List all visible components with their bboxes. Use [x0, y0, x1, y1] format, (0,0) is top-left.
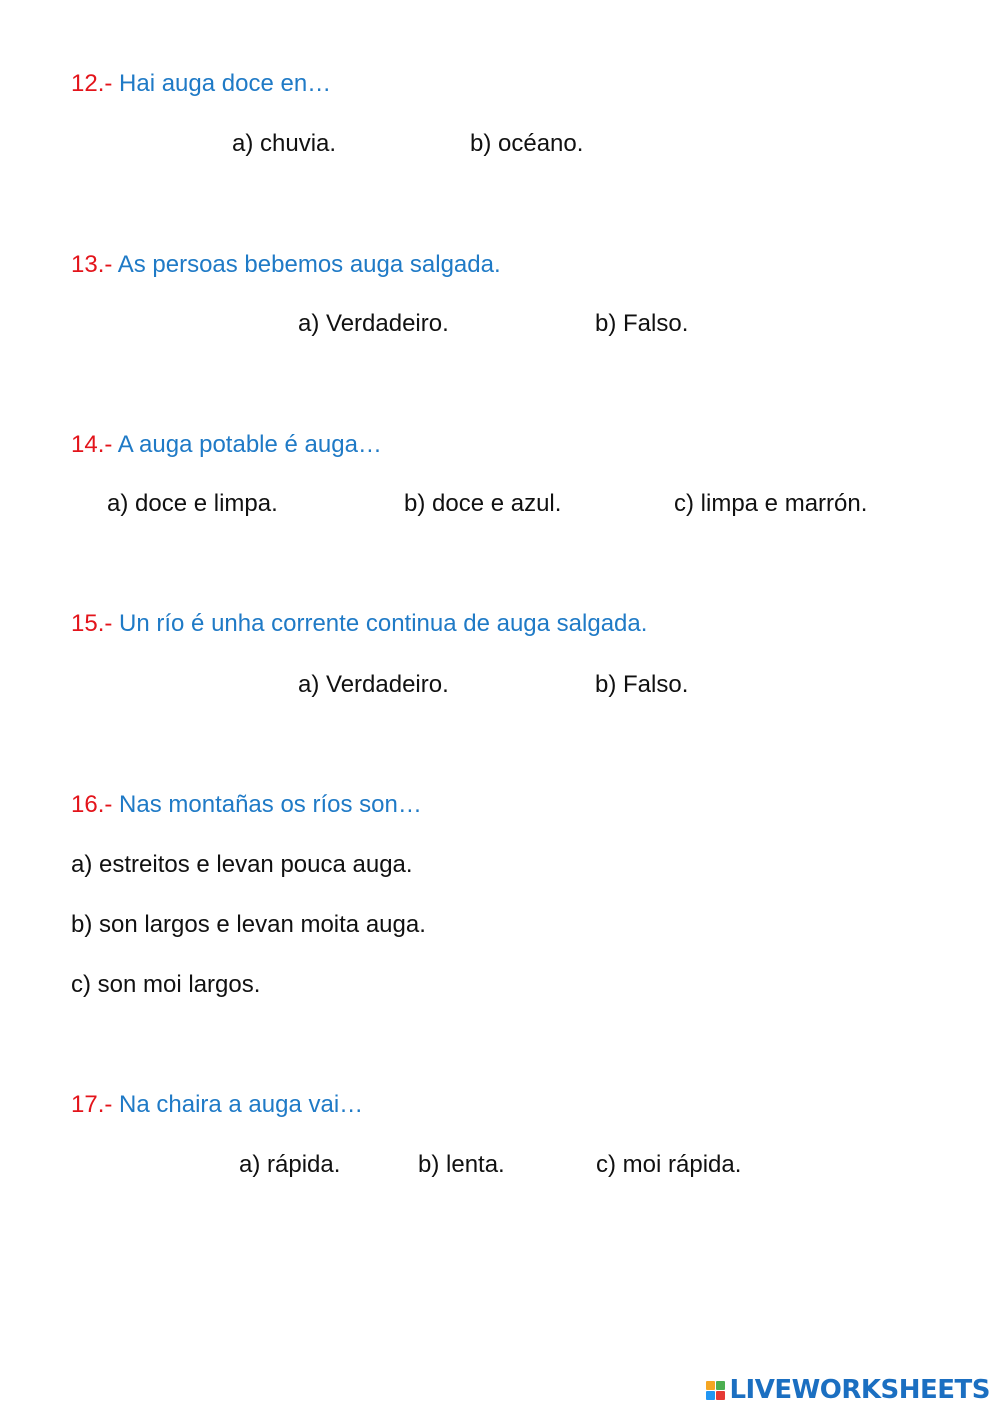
- option-a[interactable]: a) estreitos e levan pouca auga.: [71, 851, 413, 878]
- option-b[interactable]: b) son largos e levan moita auga.: [71, 911, 426, 938]
- question-number: 15.-: [71, 610, 113, 637]
- question-number: 14.-: [71, 431, 113, 458]
- question-text: A auga potable é auga…: [117, 431, 382, 458]
- question-16: [71, 791, 422, 819]
- question-number: 16.-: [71, 791, 113, 818]
- logo-text: LIVEWORKSHEETS: [729, 1375, 990, 1405]
- question-number: 17.-: [71, 1091, 113, 1118]
- option-c[interactable]: c) son moi largos.: [71, 971, 261, 998]
- question-13: [71, 251, 501, 279]
- liveworksheets-logo-icon: [706, 1381, 725, 1400]
- question-17: [71, 1091, 363, 1119]
- liveworksheets-logo: [706, 1375, 990, 1405]
- question-12: [71, 70, 331, 98]
- question-text: As persoas bebemos auga salgada.: [117, 251, 501, 278]
- option-b[interactable]: b) Falso.: [595, 671, 689, 698]
- option-b[interactable]: b) lenta.: [418, 1151, 505, 1178]
- question-text: Nas montañas os ríos son…: [119, 791, 422, 818]
- option-b[interactable]: b) Falso.: [595, 310, 689, 337]
- question-number: 12.-: [71, 70, 113, 97]
- question-text: Na chaira a auga vai…: [119, 1091, 364, 1118]
- question-15: [71, 610, 647, 638]
- option-c[interactable]: c) moi rápida.: [596, 1151, 742, 1178]
- option-b[interactable]: b) doce e azul.: [404, 490, 562, 517]
- option-a[interactable]: a) doce e limpa.: [107, 490, 278, 517]
- option-a[interactable]: a) chuvia.: [232, 130, 337, 157]
- question-14: [71, 431, 382, 459]
- option-a[interactable]: a) Verdadeiro.: [298, 671, 449, 698]
- option-a[interactable]: a) rápida.: [239, 1151, 341, 1178]
- option-b[interactable]: b) océano.: [470, 130, 584, 157]
- option-c[interactable]: c) limpa e marrón.: [674, 490, 868, 517]
- option-a[interactable]: a) Verdadeiro.: [298, 310, 449, 337]
- question-text: Hai auga doce en…: [119, 70, 332, 97]
- question-number: 13.-: [71, 251, 113, 278]
- question-text: Un río é unha corrente continua de auga salgada.: [119, 610, 648, 637]
